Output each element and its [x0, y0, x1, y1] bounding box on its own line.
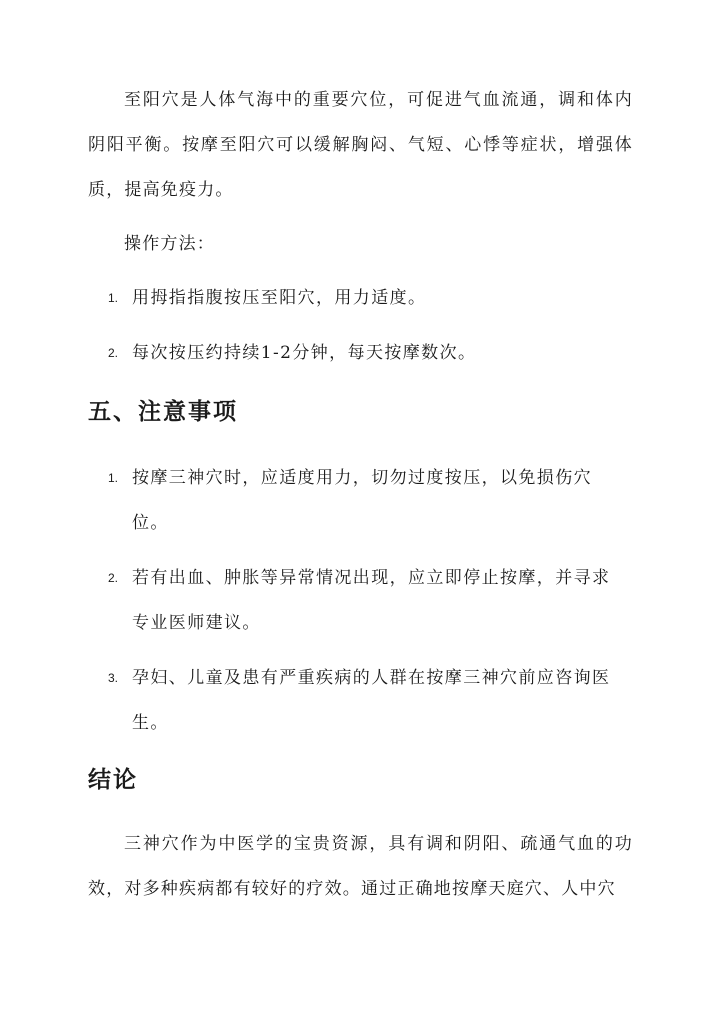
list-number: 1.: [108, 471, 119, 485]
list-text: 每次按压约持续1-2分钟，每天按摩数次。: [132, 343, 477, 363]
list-text: 用拇指指腹按压至阳穴，用力适度。: [132, 288, 427, 308]
intro-paragraph: 至阳穴是人体气海中的重要穴位，可促进气血流通，调和体内阴阳平衡。按摩至阳穴可以缓解胸闷、气短、心悸等症状，增强体质，提高免疫力。: [88, 90, 633, 200]
note-item-2: [108, 556, 628, 646]
list-text: 按摩三神穴时，应适度用力，切勿过度按压，以免损伤穴位。: [132, 468, 592, 533]
method-step-1: [108, 276, 628, 321]
list-number: 3.: [108, 671, 119, 685]
method-label: 操作方法：: [124, 234, 215, 254]
notes-heading: 五、注意事项: [88, 398, 238, 425]
note-item-3: [108, 656, 628, 746]
note-item-1: [108, 456, 628, 546]
conclusion-heading: 结论: [88, 766, 138, 793]
list-text: 孕妇、儿童及患有严重疾病的人群在按摩三神穴前应咨询医生。: [132, 668, 611, 733]
conclusion-paragraph: 三神穴作为中医学的宝贵资源，具有调和阴阳、疏通气血的功效，对多种疾病都有较好的疗效。通过正确地按摩天庭穴、人中穴: [88, 834, 633, 899]
list-number: 1.: [108, 291, 119, 305]
list-number: 2.: [108, 571, 119, 585]
method-step-2: [108, 331, 628, 376]
list-number: 2.: [108, 346, 119, 360]
list-text: 若有出血、肿胀等异常情况出现，应立即停止按摩，并寻求专业医师建议。: [132, 568, 611, 633]
